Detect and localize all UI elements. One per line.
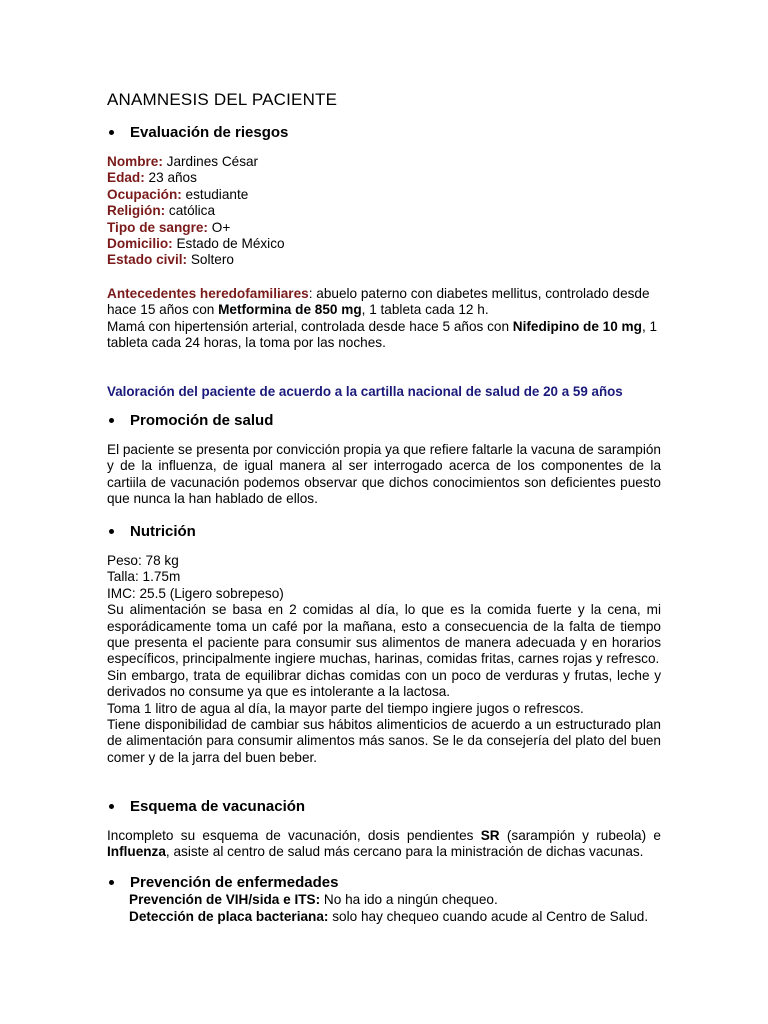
prevencion-body <box>129 892 669 925</box>
nutricion-paragraph: Tiene disponibilidad de cambiar sus hábitos alimenticios de acuerdo a un estructurado plan de alimentación para consumir alimentos más sanos. Se le da consejería del plato del buen comer y de la jarra del buen beber. <box>107 717 661 765</box>
prevencion-label: Detección de placa bacteriana: <box>129 908 329 924</box>
vaccine-influenza: Influenza <box>107 844 166 860</box>
prevencion-text: solo hay chequeo cuando acude al Centro de Salud. <box>328 908 649 924</box>
medication-nifedipino: Nifedipino de 10 mg <box>512 318 642 334</box>
field-estado-civil <box>107 252 661 268</box>
field-label: Estado civil: <box>107 252 188 268</box>
vacunacion-paragraph <box>107 828 661 861</box>
antecedentes-label: Antecedentes heredofamiliares <box>107 286 309 301</box>
medication-metformina: Metformina de 850 mg <box>218 302 362 318</box>
patient-fields <box>107 154 661 269</box>
nutricion-heading-text: Nutrición <box>130 523 196 540</box>
field-ocupacion <box>107 187 661 203</box>
vacunacion-text: Incompleto su esquema de vacunación, dosis pendientes <box>107 828 481 843</box>
bullet-icon <box>109 804 114 809</box>
risk-heading-text: Evaluación de riesgos <box>130 124 289 141</box>
prevencion-placa <box>129 909 669 926</box>
vaccine-sr: SR <box>480 828 500 843</box>
field-label: Edad: <box>107 170 145 186</box>
promocion-paragraph: El paciente se presenta por convicción propia ya que refiere faltarle la vacuna de sarampión y de la influenza, de igual manera al ser interrogado acerca de los componentes de la cartiila de vacunación podemos observar que dichos conocimientos son deficientes puesto que nunca la han hablado de ellos. <box>107 442 661 507</box>
field-value: O+ <box>207 219 231 235</box>
nutricion-body <box>107 553 661 766</box>
antecedentes-text: , 1 tableta cada 12 h. <box>361 302 489 318</box>
field-value: Soltero <box>187 252 234 268</box>
prevencion-heading-text: Prevención de enfermedades <box>130 874 339 891</box>
field-value: estudiante <box>181 186 249 202</box>
field-domicilio <box>107 236 661 252</box>
field-label: Domicilio: <box>107 236 173 252</box>
field-label: Tipo de sangre: <box>107 219 208 235</box>
bullet-icon <box>109 130 114 135</box>
nutricion-paragraph: Su alimentación se basa en 2 comidas al día, lo que es la comida fuerte y la cena, mi esporádicamente toma un café por la mañana, esto a consecuencia de la falta de tiempo que presenta el paciente para consumir sus alimentos de manera adecuada y en horarios específicos, principalmente ingiere muchas, harinas, comidas fritas, carnes rojas y refresco. <box>107 602 661 667</box>
field-label: Nombre: <box>107 154 163 169</box>
nutricion-talla: Talla: 1.75m <box>107 569 181 585</box>
risk-heading <box>107 124 288 141</box>
antecedentes-text: : abuelo paterno con diabetes mellitus, controlado desde hace 15 años con <box>107 286 650 318</box>
field-religion <box>107 203 661 219</box>
antecedentes-paragraph <box>107 286 661 352</box>
prevencion-text: No ha ido a ningún chequeo. <box>320 892 498 907</box>
document-title: ANAMNESIS DEL PACIENTE <box>107 90 338 109</box>
field-label: Religión: <box>107 203 166 219</box>
field-value: 23 años <box>144 170 197 186</box>
antecedentes-text: Mamá con hipertensión arterial, controlada desde hace 5 años con <box>107 318 513 334</box>
nutricion-paragraph: Toma 1 litro de agua al día, la mayor parte del tiempo ingiere jugos o refrescos. <box>107 700 584 716</box>
vacunacion-heading-text: Esquema de vacunación <box>130 798 306 815</box>
nutricion-paragraph: Sin embargo, trata de equilibrar dichas comidas con un poco de verduras y frutas, leche y derivados no consume ya que es intolerante a la lactosa. <box>107 667 661 700</box>
prevencion-label: Prevención de VIH/sida e ITS: <box>129 892 321 907</box>
field-value: católica <box>165 203 216 219</box>
valoracion-heading: Valoración del paciente de acuerdo a la cartilla nacional de salud de 20 a 59 años <box>107 384 623 399</box>
promocion-heading-text: Promoción de salud <box>130 412 274 429</box>
vacunacion-text: (sarampión y rubeola) e <box>499 828 661 843</box>
bullet-icon <box>109 529 114 534</box>
nutricion-peso: Peso: 78 kg <box>107 553 179 568</box>
prevencion-heading <box>107 874 338 891</box>
field-label: Ocupación: <box>107 186 182 202</box>
field-value: Estado de México <box>172 236 285 252</box>
vacunacion-heading <box>107 798 305 815</box>
field-value: Jardines César <box>162 154 259 169</box>
antecedentes-text: , 1 tableta cada 24 horas, la toma por las noches. <box>107 318 658 351</box>
prevencion-vih <box>129 892 669 909</box>
bullet-icon <box>109 418 114 423</box>
field-edad <box>107 170 661 186</box>
nutricion-imc: IMC: 25.5 (Ligero sobrepeso) <box>107 585 284 601</box>
field-tipo-sangre <box>107 220 661 236</box>
vacunacion-text: , asiste al centro de salud más cercano para la ministración de dichas vacunas. <box>165 844 644 860</box>
promocion-heading <box>107 412 273 429</box>
field-nombre <box>107 154 661 170</box>
nutricion-heading <box>107 523 196 540</box>
bullet-icon <box>109 880 114 885</box>
